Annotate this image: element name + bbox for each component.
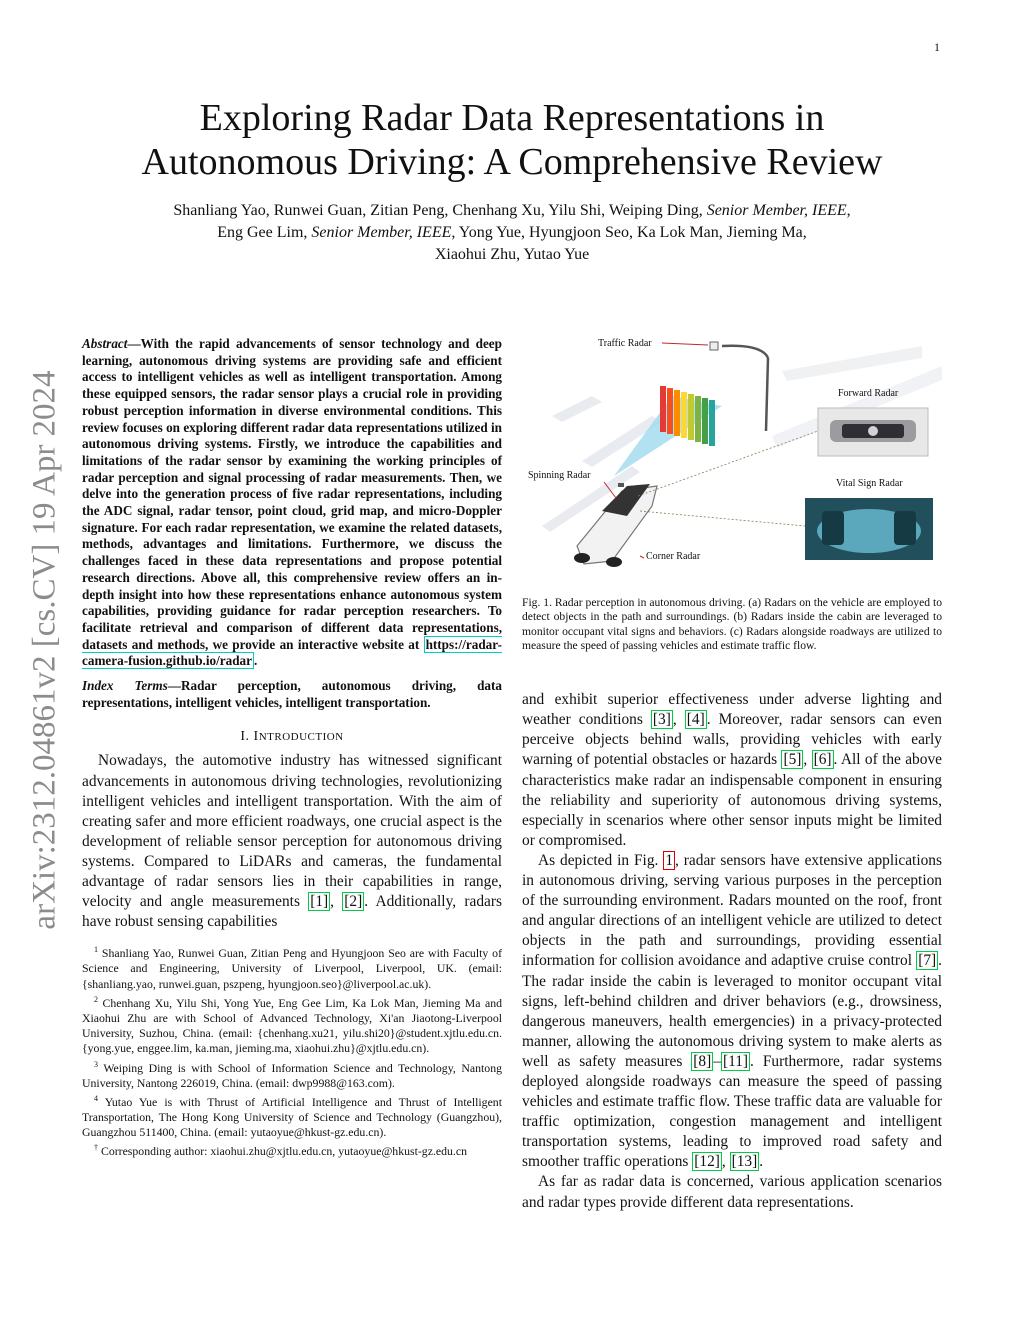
text-run: . The radar inside the cabin is leveraged to monitor occupant vital signs, left-behind children and driver behaviors (e.g., drowsiness, dangerous maneuvers, health emergencies) in a privacy-protected manner, allowing the autonomous driving system to make alerts as well as safety measures <box>522 952 942 1070</box>
section-numeral: I. I <box>240 729 259 745</box>
autonomous-car <box>574 483 657 567</box>
text-run: . Moreover, radar sensors can even perceive objects behind walls, providing vehicles with early warning of potential obstacles or hazards <box>522 711 942 769</box>
text-run: – <box>713 1052 721 1070</box>
footnote-mark: 3 <box>94 1059 98 1069</box>
text-run: Nowadays, the automotive industry has witnessed significant advancements in autonomous driving technologies, revolutionizing intelligent vehicles and intelligent transportation. With the aim of creating safer and more efficient roadways, one crucial aspect is the development of reliable sensor perception for autonomous driving systems. Compared to LiDARs and cameras, the fundamental advantage of radar sensors lies in their capabilities in range, velocity and angle measurements <box>82 752 502 911</box>
footnote-text: Weiping Ding is with School of Information Science and Technology, Nantong University, Nantong 226019, China. (email: dwp9988@163.com). <box>82 1060 502 1090</box>
author-list <box>90 200 934 266</box>
radar-scene-illustration <box>522 336 942 586</box>
vital-sign-radar-photo <box>805 498 933 560</box>
right-column <box>522 336 942 1213</box>
text-run: . Furthermore, radar systems deployed alongside roadways can measure the speed of passing vehicles and estimate traffic flow. These traffic data are valuable for traffic optimization, congestion management and intelligent transportation systems, leading to improved road safety and smoother traffic operations <box>522 1052 942 1171</box>
abstract-label: Abstract <box>82 336 128 351</box>
citation-link[interactable]: [6] <box>813 751 832 769</box>
authors-line1: Shanliang Yao, Runwei Guan, Zitian Peng, Chenhang Xu, Yilu Shi, Weiping Ding, <box>173 202 707 219</box>
text-run: , <box>330 893 343 911</box>
citation-link[interactable]: [13] <box>731 1153 758 1171</box>
intro-paragraph-1 <box>82 751 502 932</box>
footnote-4 <box>82 1091 502 1141</box>
label-forward-radar: Forward Radar <box>838 388 899 399</box>
figure-1 <box>522 336 942 586</box>
citation-link[interactable]: [5] <box>783 751 802 769</box>
authors-line3: Xiaohui Zhu, Yutao Yue <box>434 246 590 263</box>
citation-link[interactable]: [2] <box>344 893 363 911</box>
abstract-end: . <box>253 653 258 669</box>
footnote-text: Shanliang Yao, Runwei Guan, Zitian Peng and Hyungjoon Seo are with Faculty of Science and Engineering, University of Liverpool, Liverpool, UK. (email: {shanliang.yao, runwei.guan, pszpeng, hyungjoon.seo}@liverpool.ac.uk). <box>82 946 502 991</box>
paper-title <box>80 96 944 184</box>
forward-radar-photo <box>818 408 928 456</box>
authors-line1-end: , <box>846 202 851 219</box>
citation-link[interactable]: [11] <box>722 1052 749 1070</box>
citation-link[interactable]: [3] <box>652 711 671 729</box>
footnote-2 <box>82 992 502 1057</box>
authors-line2: Eng Gee Lim, <box>217 224 312 241</box>
paragraph-continued <box>522 690 942 851</box>
right-body-text <box>522 690 942 1212</box>
text-run: . All of the above characteristics make radar an indispensable component in ensuring the reliability and superiority of autonomous driving systems, especially in scenarios where other sensor inputs might be limited or compromised. <box>522 751 942 849</box>
footnote-text: Chenhang Xu, Yilu Shi, Yong Yue, Eng Gee Lim, Ka Lok Man, Jieming Ma and Xiaohui Zhu are with School of Advanced Technology, Xi'an Jiaotong-Liverpool University, Suzhou, China. (email: {chenhang.xu21, yilu.shi20}@student.xjtlu.edu.cn. {yong.yue, enggee.lim, ka.man, jieming.ma, xiaohui.zhu}@xjtlu.edu.cn). <box>82 995 502 1056</box>
figure-1-caption: Fig. 1. Radar perception in autonomous driving. (a) Radars on the vehicle are employed to detect objects in the path and surroundings. (b) Radars inside the cabin are leveraged to monitor occupant vital signs and behaviors. (c) Radars alongside roadways are utilized to measure the speed of passing vehicles and estimate traffic flow. <box>522 596 942 652</box>
paragraph-data-representations: As far as radar data is concerned, various application scenarios and radar types provide different data representations. <box>522 1173 942 1211</box>
section-title-rest: NTRODUCTION <box>258 731 344 744</box>
index-terms-text: —Radar perception, autonomous driving, data representations, intelligent vehicles, intelligent transportation. <box>82 678 502 710</box>
citation-link[interactable]: [1] <box>310 893 329 911</box>
footnote-mark: 2 <box>94 994 98 1004</box>
left-column <box>82 336 502 1160</box>
arxiv-id-text: arXiv:2312.04861v2 [cs.CV] 19 Apr 2024 <box>26 370 63 930</box>
abstract <box>82 336 502 670</box>
label-vital-sign-radar: Vital Sign Radar <box>836 478 903 489</box>
footnote-3 <box>82 1057 502 1091</box>
citation-link[interactable]: [8] <box>693 1052 712 1070</box>
title-line-2: Autonomous Driving: A Comprehensive Review <box>141 141 883 183</box>
footnote-mark: 1 <box>94 945 98 955</box>
authors-line2-end: , Yong Yue, Hyungjoon Seo, Ka Lok Man, Jieming Ma, <box>451 224 807 241</box>
footnote-1 <box>82 942 502 992</box>
footnote-mark: † <box>94 1143 98 1153</box>
connector-lines <box>638 431 818 526</box>
label-corner-radar: Corner Radar <box>646 551 701 562</box>
citation-link[interactable]: [4] <box>686 711 705 729</box>
label-spinning-radar: Spinning Radar <box>528 470 591 481</box>
index-terms-label: Index Terms <box>82 678 168 694</box>
footnote-mark: 4 <box>94 1093 98 1103</box>
section-heading-introduction <box>82 729 502 745</box>
footnotes <box>82 942 502 1159</box>
traffic-radar-pole <box>710 342 768 431</box>
text-run: As depicted in Fig. <box>538 851 664 869</box>
website-link[interactable]: https://radar-camera-fusion.github.io/radar <box>82 636 502 669</box>
citation-link[interactable]: [12] <box>694 1153 720 1171</box>
text-run: . Additionally, radars have robust sensing capabilities <box>82 893 502 931</box>
text-run: . <box>759 1153 764 1171</box>
footnote-text: Corresponding author: xiaohui.zhu@xjtlu.edu.cn, yutaoyue@hkust-gz.edu.cn <box>98 1144 468 1159</box>
text-run: and exhibit superior effectiveness under adverse lighting and weather conditions <box>522 691 942 729</box>
title-line-1: Exploring Radar Data Representations in <box>199 97 825 139</box>
author-affiliation-title: Senior Member, IEEE <box>311 224 452 241</box>
author-affiliation-title: Senior Member, IEEE <box>706 202 847 219</box>
text-run: , <box>672 711 685 729</box>
text-run: , <box>803 751 812 769</box>
figure-ref-link[interactable]: 1 <box>665 851 674 869</box>
text-run: , <box>721 1153 730 1171</box>
paragraph-fig-description <box>522 851 942 1173</box>
label-traffic-radar: Traffic Radar <box>598 338 652 349</box>
text-run: , radar sensors have extensive applications in autonomous driving, serving various purposes in the perception of the surrounding environment. Radars mounted on the roof, front and angular directions of an intelligent vehicle are utilized to detect objects in the path and surroundings, providing essential information for collision avoidance and adaptive cruise control <box>522 851 942 970</box>
page-number: 1 <box>934 40 940 54</box>
index-terms <box>82 678 502 711</box>
citation-link[interactable]: [7] <box>918 952 937 970</box>
footnote-text: Yutao Yue is with Thrust of Artificial Intelligence and Thrust of Intelligent Transportation, The Hong Kong University of Science and Technology (Guangzhou), Guangzhou 511400, China. (email: yutaoyue@hkust-gz.edu.cn). <box>82 1094 502 1140</box>
footnote-corresponding <box>82 1140 502 1159</box>
abstract-text: —With the rapid advancements of sensor technology and deep learning, autonomous driving systems are providing safe and efficient access to intelligent vehicles as well as intelligent transportation. Among these equipped sensors, the radar sensor plays a crucial role in providing robust perception information in diverse environmental conditions. This review focuses on exploring different radar data representations utilized in autonomous driving systems. Firstly, we introduce the capabilities and limitations of the radar sensor by examining the working principles of radar perception and signal processing of radar measurements. Then, we delve into the generation process of five radar representations, including the ADC signal, radar tensor, point cloud, grid map, and micro-Doppler signature. For each radar representation, we examine the related datasets, methods, advantages and limitations. Furthermore, we discuss the challenges faced in these data representations and propose potential research directions. Above all, this comprehensive review offers an in-depth insight into how these representations enhance autonomous system capabilities, providing guidance for radar perception researchers. To facilitate retrieval and comparison of different data representations, datasets and methods, we provide an interactive website at <box>82 336 502 652</box>
arxiv-sidebar-stamp <box>20 350 70 950</box>
